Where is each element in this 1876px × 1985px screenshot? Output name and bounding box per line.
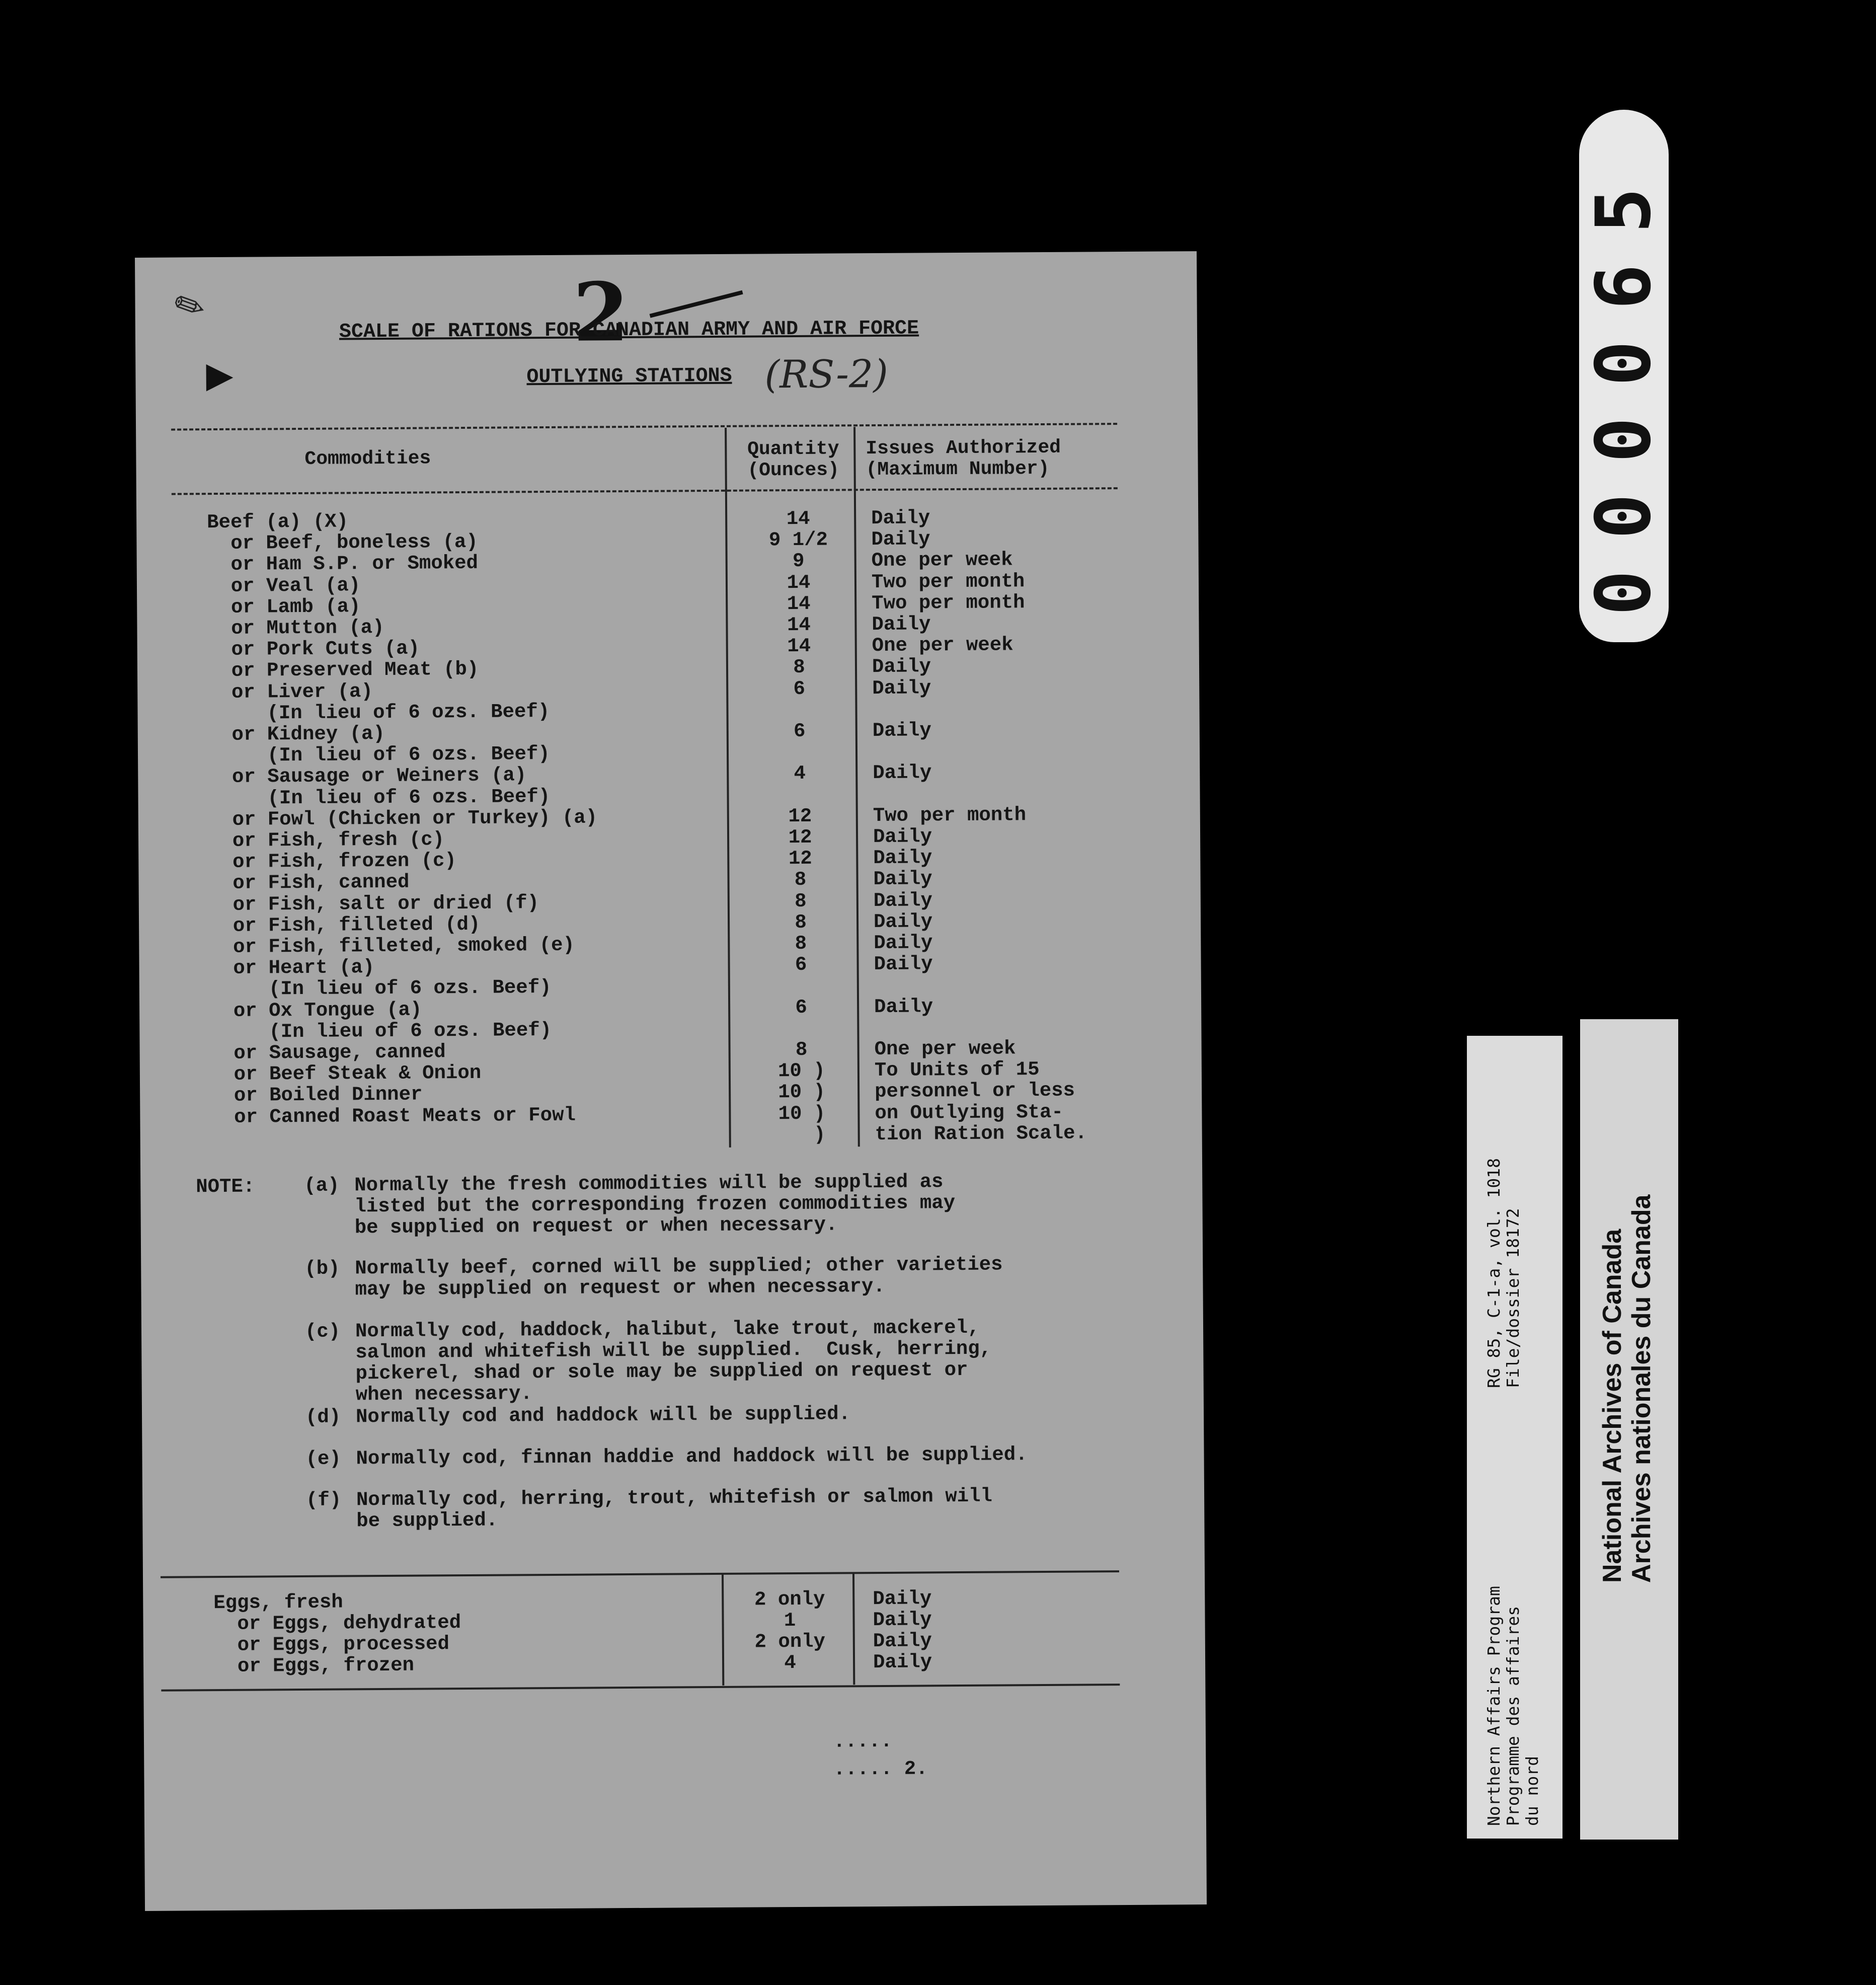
quantity-value: 12 (788, 826, 812, 849)
issues-value: Daily (871, 528, 930, 551)
quantity-value: 14 (787, 592, 811, 615)
stamp-digit: 0 (1580, 493, 1668, 540)
note-text: Normally beef, corned will be supplied; other varieties may be supplied on request or when necessary. (355, 1253, 1003, 1301)
frame-number-stamp (1579, 110, 1669, 642)
quantity-value: 8 (795, 932, 807, 955)
egg-issues: Daily (873, 1651, 932, 1674)
commodity-name: or Beef Steak & Onion (210, 1062, 482, 1086)
commodity-name: or Canned Roast Meats or Fowl (210, 1104, 576, 1128)
issues-value: Two per month (873, 803, 1027, 827)
note-text: Normally cod, herring, trout, whitefish or salmon will be supplied. (356, 1485, 993, 1533)
issues-value: Daily (874, 953, 933, 976)
note-key: (f) (305, 1489, 342, 1511)
issues-value: Daily (873, 868, 932, 891)
commodity-name: (In lieu of 6 ozs. Beef) (208, 700, 550, 725)
commodity-name: or Fish, canned (209, 871, 410, 895)
quantity-value: 8 (795, 1038, 808, 1061)
archive-name: National Archives of Canada Archives nationales du Canada (1598, 1194, 1656, 1583)
egg-table-bottom-rule (161, 1684, 1120, 1692)
egg-table-top-rule (161, 1570, 1119, 1578)
quantity-value: 10 ) (778, 1081, 826, 1104)
commodity-name: (In lieu of 6 ozs. Beef) (208, 743, 550, 768)
issues-value: tion Ration Scale. (875, 1122, 1087, 1146)
header-quantity: Quantity (Ounces) (747, 438, 839, 482)
note-text: Normally cod, haddock, halibut, lake trout, mackerel, salmon and whitefish will be supplied. Cusk, herring, pickerel, shad or sole may be supplied on request or when necessary. (355, 1316, 992, 1406)
quantity-value: 14 (787, 571, 811, 594)
punch-hole-mark: ▶ (206, 352, 233, 404)
quantity-value: 8 (793, 656, 805, 679)
header-commodities: Commodities (304, 447, 431, 470)
commodity-name: or Sausage or Weiners (a) (208, 764, 527, 789)
quantity-value: ) (778, 1123, 826, 1147)
quantity-value: 8 (794, 890, 807, 912)
quantity-value: 9 1/2 (768, 528, 828, 552)
handwritten-scribble: ✎ (167, 280, 212, 332)
quantity-value: 6 (793, 720, 806, 743)
archive-logo-card (1580, 1019, 1678, 1840)
issues-value: Daily (873, 761, 932, 785)
commodity-name: or Pork Cuts (a) (207, 637, 420, 661)
issues-value: One per week (872, 634, 1013, 657)
note-key: (a) (304, 1174, 340, 1197)
commodity-name: (In lieu of 6 ozs. Beef) (210, 1019, 552, 1043)
note-key: (d) (305, 1406, 341, 1428)
issues-value: personnel or less (875, 1080, 1075, 1103)
issues-value: One per week (871, 549, 1013, 572)
note-key: (b) (304, 1257, 340, 1280)
quantity-value: 8 (794, 869, 807, 891)
commodity-name: or Heart (a) (209, 956, 375, 980)
stamp-digit: 5 (1580, 187, 1668, 234)
program-label: Northern Affairs Program Programme des affaires du nord (1484, 1586, 1542, 1826)
commodity-name: Beef (a) (X) (207, 510, 349, 534)
commodity-name: or Fish, salt or dried (f) (209, 891, 539, 916)
issues-value: Daily (873, 889, 932, 912)
issues-value: Daily (874, 932, 933, 955)
egg-issues: Daily (873, 1587, 932, 1611)
issues-value: Daily (873, 825, 932, 849)
file-reference: RG 85, C-1-a, vol. 1018 File/dossier 18172 (1484, 1158, 1523, 1388)
quantity-value: 10 ) (778, 1102, 826, 1125)
commodity-name: or Fish, filleted (d) (209, 913, 481, 937)
commodity-name: or Ham S.P. or Smoked (207, 552, 479, 576)
document-subtitle: OUTLYING STATIONS (526, 364, 732, 389)
note-text: Normally cod and haddock will be supplied. (355, 1403, 851, 1428)
commodity-name: or Fish, filleted, smoked (e) (209, 934, 575, 959)
quantity-value: 6 (795, 954, 807, 976)
egg-name: Eggs, fresh (213, 1591, 343, 1615)
egg-name: or Eggs, processed (213, 1633, 450, 1657)
table-top-rule (171, 423, 1117, 430)
commodity-name: or Fish, frozen (c) (209, 850, 456, 874)
continuation-dots: ..... (833, 1730, 893, 1753)
egg-column-divider-1 (722, 1574, 724, 1686)
commodity-name: (In lieu of 6 ozs. Beef) (209, 976, 552, 1001)
egg-name: or Eggs, frozen (213, 1654, 415, 1678)
quantity-value: 4 (794, 762, 806, 785)
quantity-value: 6 (793, 677, 806, 700)
note-label: NOTE: (196, 1175, 255, 1198)
issues-value: Daily (871, 507, 930, 530)
egg-issues: Daily (873, 1630, 932, 1653)
note-text: Normally the fresh commodities will be supplied as listed but the corresponding frozen commodities may be supplied on request or when necessary. (354, 1171, 956, 1239)
egg-quantity: 1 (784, 1610, 796, 1632)
issues-value: Daily (874, 995, 933, 1018)
commodity-name: or Liver (a) (208, 680, 373, 704)
issues-value: Daily (872, 655, 931, 678)
quantity-value: 14 (786, 507, 810, 530)
document-title: SCALE OF RATIONS FOR CANADIAN ARMY AND AIR FORCE (339, 317, 919, 344)
note-text: Normally cod, finnan haddie and haddock will be supplied. (356, 1443, 1028, 1470)
commodity-name: or Veal (a) (207, 574, 361, 597)
handwritten-stroke (650, 290, 743, 318)
issues-value: Daily (872, 613, 931, 636)
archive-reference-card (1467, 1036, 1562, 1839)
issues-value: Two per month (872, 591, 1025, 615)
commodity-name: or Mutton (a) (207, 616, 384, 640)
egg-issues: Daily (873, 1609, 932, 1632)
page-continuation: ..... 2. (833, 1758, 928, 1781)
commodity-name: or Kidney (a) (208, 722, 385, 746)
issues-value: To Units of 15 (874, 1058, 1040, 1082)
egg-quantity: 2 only (754, 1588, 825, 1611)
column-divider-2 (853, 427, 860, 1147)
egg-column-divider-2 (852, 1573, 855, 1685)
commodity-name: or Boiled Dinner (210, 1083, 423, 1107)
document-page (135, 251, 1207, 1911)
handwritten-reference: (RS-2) (764, 351, 889, 397)
commodity-name: or Sausage, canned (210, 1041, 446, 1065)
note-key: (c) (304, 1320, 341, 1343)
quantity-value: 8 (795, 911, 807, 934)
stamp-digit: 6 (1580, 264, 1668, 310)
egg-quantity: 4 (784, 1652, 796, 1674)
quantity-value: 12 (788, 805, 812, 827)
egg-quantity: 2 only (754, 1630, 826, 1653)
issues-value: Daily (872, 719, 931, 742)
commodity-name: or Preserved Meat (b) (207, 658, 479, 682)
quantity-value: 12 (788, 847, 812, 870)
handwritten-page-mark: 2 (573, 265, 630, 360)
quantity-value: 9 (792, 550, 805, 573)
issues-value: Daily (873, 847, 932, 870)
issues-value: on Outlying Sta- (875, 1101, 1064, 1124)
commodity-name: or Lamb (a) (207, 595, 361, 619)
commodity-name: or Ox Tongue (a) (210, 999, 422, 1022)
egg-name: or Eggs, dehydrated (213, 1612, 461, 1636)
note-key: (e) (305, 1447, 341, 1470)
issues-value: One per week (874, 1037, 1016, 1061)
quantity-value: 10 ) (777, 1059, 825, 1083)
header-issues: Issues Authorized (Maximum Number) (866, 436, 1061, 481)
stamp-digit: 0 (1580, 340, 1668, 387)
stamp-digit: 0 (1580, 570, 1668, 616)
issues-value: Daily (872, 676, 931, 700)
commodity-name: or Fowl (Chicken or Turkey) (a) (208, 806, 598, 831)
column-divider-1 (725, 428, 731, 1148)
quantity-value: 14 (787, 635, 811, 658)
stamp-digit: 0 (1580, 417, 1668, 463)
header-bottom-rule (172, 487, 1118, 495)
commodity-name: (In lieu of 6 ozs. Beef) (208, 785, 551, 810)
commodity-name: or Fish, fresh (c) (208, 828, 445, 853)
issues-value: Two per month (871, 570, 1025, 593)
issues-value: Daily (873, 910, 933, 933)
quantity-value: 14 (787, 614, 811, 637)
commodity-name: or Beef, boneless (a) (207, 531, 478, 555)
quantity-value: 6 (795, 996, 807, 1019)
